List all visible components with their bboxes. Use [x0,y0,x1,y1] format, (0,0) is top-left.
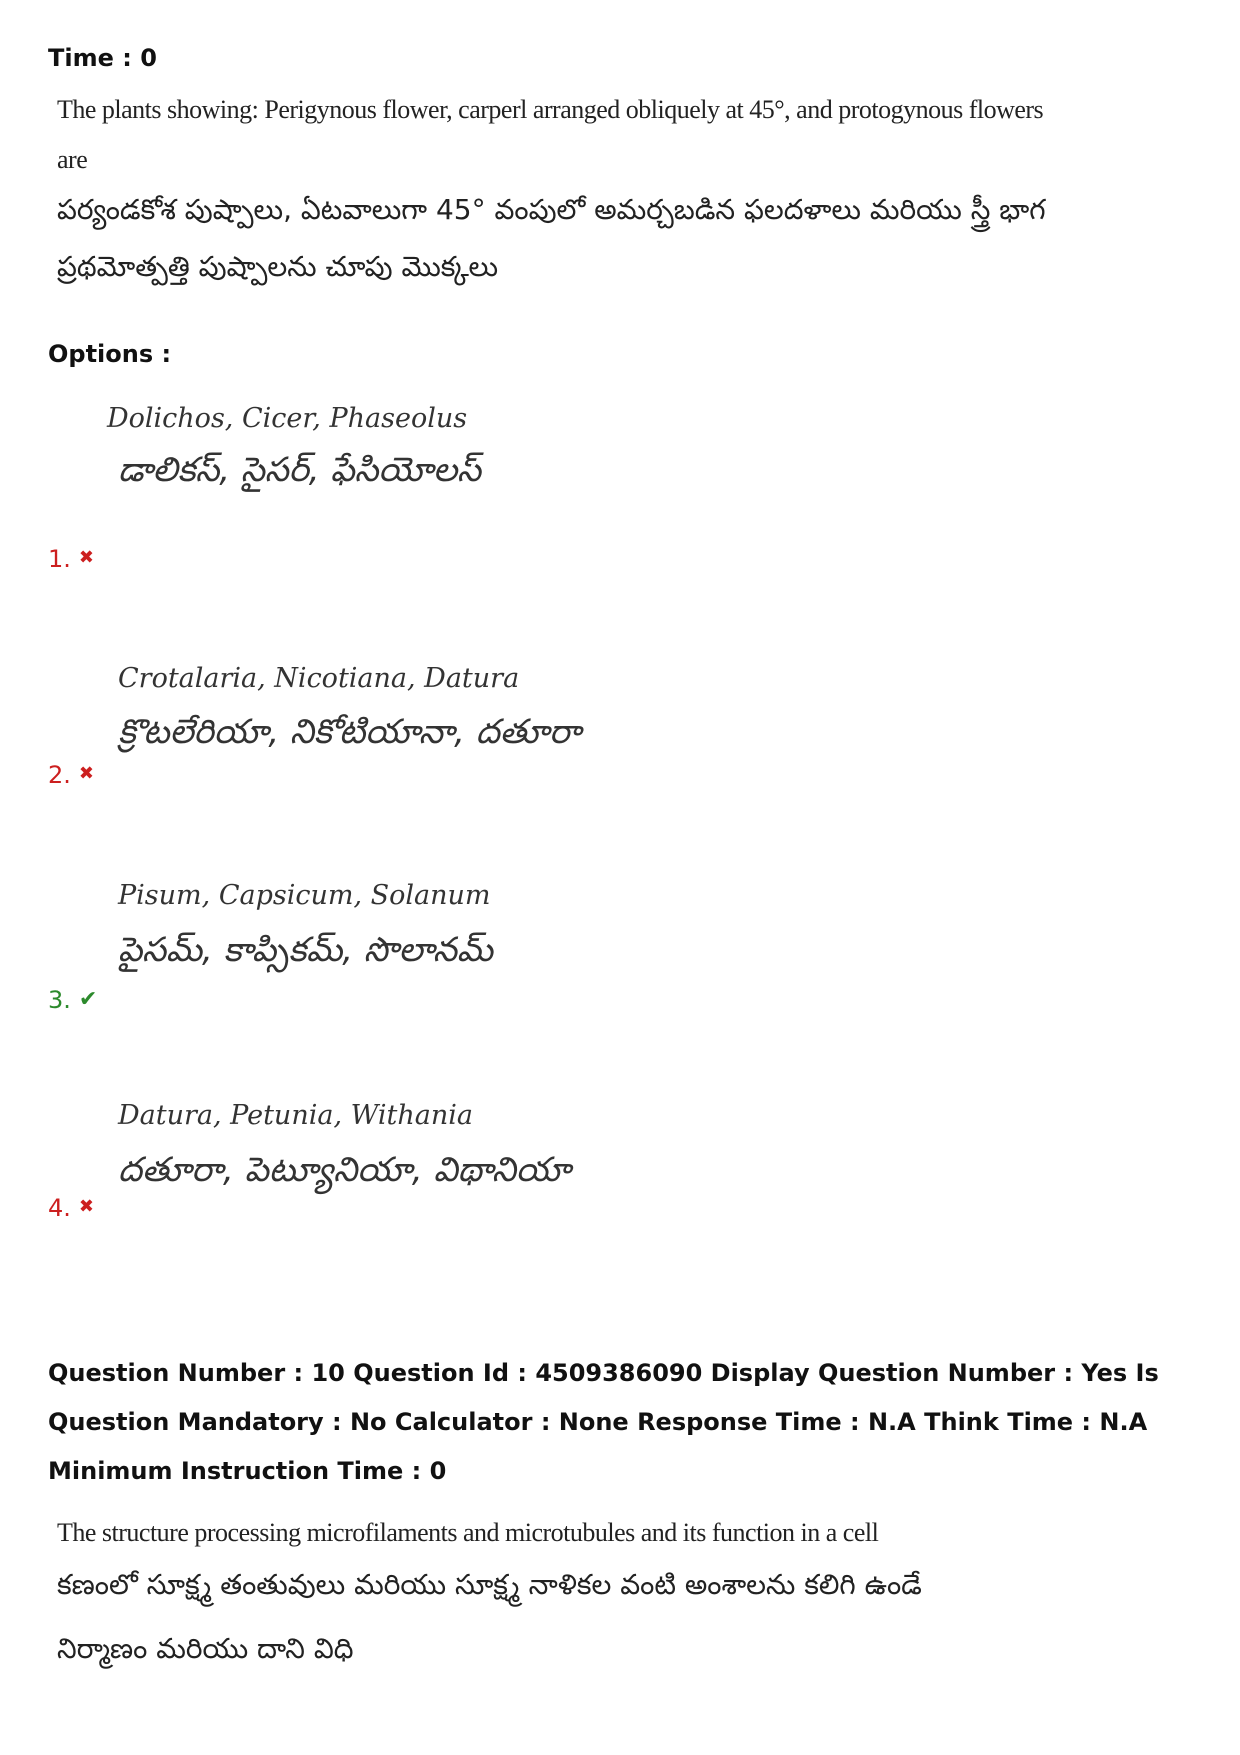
option-3-telugu: పైసమ్, కాప్సికమ్, సొలానమ్ [118,930,493,970]
option-2-english: Crotalaria, Nicotiana, Datura [118,663,520,694]
question-metadata: Question Number : 10 Question Id : 4509386090 Display Question Number : Yes Is Question Mandatory : No Calculator : None Response Time : N.A Think Time : N.A Minimum Instruction Time : 0 [48,1359,1159,1485]
option-3-english: Pisum, Capsicum, Solanum [118,880,491,911]
option-4-english: Datura, Petunia, Withania [118,1100,473,1131]
option-4-telugu: దతూరా, పెట్యూనియా, విథానియా [118,1150,571,1190]
wrong-mark-icon: ✖ [78,547,94,568]
option-3-number-text: 3. [48,986,71,1014]
time-line: Time : 0 [48,44,157,72]
option-2-number [48,761,94,789]
option-3-number [48,986,97,1014]
options-label: Options : [48,340,172,368]
question-10-telugu-line-2: నిర్మాణం మరియు దాని విధి [57,1632,354,1665]
question-english-line-1: The plants showing: Perigynous flower, carperl arranged obliquely at 45°, and protogynous flowers [57,95,1044,124]
question-10-telugu-line-1: కణంలో సూక్ష్మ తంతువులు మరియు సూక్ష్మ నాళికల వంటి అంశాలను కలిగి ఉండే [57,1568,922,1601]
option-1-telugu: డాలికస్, సైసర్, ఫేసియోలస్ [118,450,481,490]
option-1-english: Dolichos, Cicer, Phaseolus [107,403,468,434]
question-telugu-line-2: ప్రథమోత్పత్తి పుష్పాలను చూపు మొక్కలు [57,250,499,283]
wrong-mark-icon: ✖ [78,763,94,784]
question-10-english-line-1: The structure processing microfilaments and microtubules and its function in a cell [57,1518,879,1547]
option-1-number [48,545,94,573]
option-1-number-text: 1. [48,545,71,573]
option-4-number [48,1194,94,1222]
wrong-mark-icon: ✖ [78,1196,94,1217]
check-mark-icon: ✔ [78,987,98,1012]
option-2-telugu: క్రొటలేరియా, నికోటియానా, దతూరా [118,712,581,752]
question-telugu-line-1: పర్యండకోశ పుష్పాలు, ఏటవాలుగా 45° వంపులో అమర్చబడిన ఫలదళాలు మరియు స్త్రీ భాగ [57,193,1046,226]
option-4-number-text: 4. [48,1194,71,1222]
question-english-line-2: are [57,145,88,174]
option-2-number-text: 2. [48,761,71,789]
